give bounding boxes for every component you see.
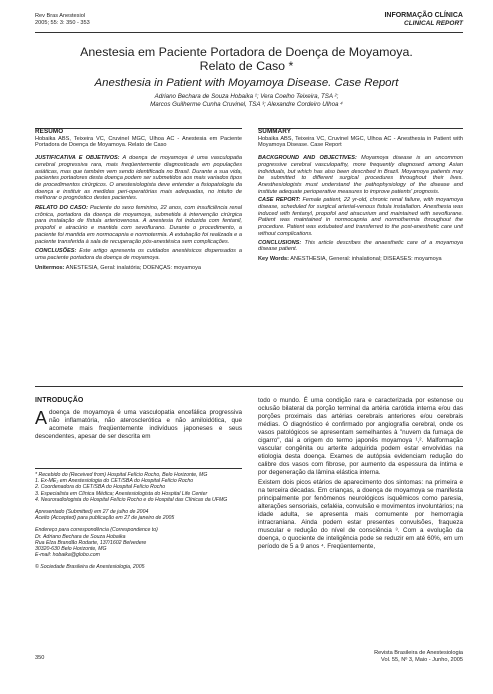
- resumo-unitermos: [35, 265, 242, 272]
- keywords-label: Key Words:: [258, 255, 289, 262]
- intro-paragraph: [35, 409, 242, 441]
- footer-journal: [258, 650, 463, 663]
- intro-dropcap: A: [35, 408, 48, 428]
- summary-heading: SUMMARY: [258, 128, 291, 135]
- summary-bg-text: Moyamoya disease is an uncommon progressive cerebral vasculopathy, more frequently diagnosed among Asian individuals, but which has also been described in Brazil. Moyamoya patients may be submitted to different surgical procedures throughout their lives. Anesthesiologists must understand the pathophysiology of the disease and institute adequate perioperative measures to improve patients' prognosis.: [258, 155, 463, 195]
- resumo-heading: RESUMO: [35, 128, 64, 135]
- footnote-submitted: Apresentado (Submitted) em 27 de julho de 2004: [35, 509, 149, 516]
- resumo-conclusoes: [35, 248, 242, 261]
- abstract-bottom-rule: [35, 386, 463, 387]
- keywords-text: ANESTHESIA, General: inhalational; DISEASES: moyamoya: [288, 255, 442, 262]
- summary-background: [258, 155, 463, 195]
- resumo-just-label: JUSTIFICATIVA E OBJETIVOS:: [35, 155, 120, 162]
- footnote-3: 3. Especialista em Clínica Médica; Anestesiologista do Hospital Life Center: [35, 490, 208, 497]
- footer-volume: Vol. 55, Nº 3, Maio - Junho, 2005: [381, 656, 463, 663]
- header-divider: [35, 32, 463, 33]
- title-en: Anesthesia in Patient with Moyamoya Disease. Case Report: [94, 77, 399, 89]
- intro-heading: INTRODUÇÃO: [35, 397, 84, 404]
- summary-block: [258, 129, 463, 263]
- summary-keywords: [258, 256, 463, 263]
- resumo-justificativa: [35, 155, 242, 202]
- section-label-en: CLINICAL REPORT: [404, 20, 463, 27]
- summary-concl-text: This article describes the anaesthetic care of a moyamoya disease patient.: [258, 239, 463, 253]
- correspondence-email: E-mail: hobaika@globo.com: [35, 552, 100, 559]
- authors-line1: Adriano Bechara de Souza Hobaika ¹; Vera Coelho Teixeira, TSA ²;: [154, 93, 339, 100]
- title-pt-line2: Relato de Caso *: [199, 59, 294, 73]
- footnote-rule: [35, 468, 242, 469]
- body-right-column: [258, 397, 463, 551]
- article-title: [20, 45, 473, 109]
- footnote-accepted: Aceito (Accepted) para publicação em 27 de janeiro de 2005: [35, 515, 175, 522]
- section-label-pt: INFORMAÇÃO CLÍNICA: [384, 12, 463, 19]
- journal-name: Rev Bras Anestesiol: [35, 13, 86, 19]
- intro-text: doença de moyamoya é uma vasculopatia encefálica progressiva não inflamatória, não aterosclerótica e não amiloidótica, que acomete mais freqüentemente indivíduos japoneses e seus descendentes, apesar de ser descrita em: [35, 409, 242, 440]
- resumo-concl-label: CONCLUSÕES:: [35, 248, 77, 255]
- footnote-1: 1. Ex-ME₂ em Anestesiologia do CET/SBA do Hospital Felício Rocho: [35, 478, 194, 485]
- copyright: © Sociedade Brasileira de Anestesiologia, 2005: [35, 564, 145, 571]
- correspondence-name: Dr. Adriano Bechara de Souza Hobaika: [35, 533, 126, 540]
- unitermos-label: Unitermos:: [35, 264, 65, 271]
- section-label: [384, 12, 463, 28]
- unitermos-text: ANESTESIA, Geral: inalatória; DOENÇAS: moyamoya: [64, 264, 202, 271]
- summary-conclusions: [258, 240, 463, 253]
- resumo-block: [35, 129, 242, 271]
- resumo-concl-text: Este artigo apresenta os cuidados anestésicos dispensados a uma paciente portadora da doença de moyamoya.: [35, 248, 242, 261]
- body-paragraph-1: todo o mundo. É uma condição rara e caracterizada por estenose ou oclusão bilateral da porção terminal da artéria carótida interna e/ou das porções proximais das artérias cerebrais anteriores e/ou cerebrais médias. O diagnóstico é confirmado por angiografia cerebral, onde os vasos patológicos se apresentam semelhantes à "nuvem da fumaça de cigarro", daí a origem do termo japonês moyamoya ¹,². Malformação vascular congênita ou arterite adquirida podem estar envolvidas na etiologia desta doença. Exames de autópsia evidenciam redução do calibre dos vasos com fibrose, por aumento da espessura da íntima e por degeneração da lâmina elástica interna.: [258, 397, 463, 476]
- resumo-relato-text: Paciente do sexo feminino, 22 anos, com insuficiência renal crônica, portadora da doença de moyamoya, submetida à intervenção cirúrgica para instalação de fístula arteriovenosa. A anestesia foi induzida com fentanil, propofol e atracúrio e mantida com sevoflurano. Durante o procedimento, a paciente foi mantida em normocapnia e normotermia. A extubação foi realizada e a paciente transferida à sala de recuperação pós-anestésica sem complicações.: [35, 205, 242, 245]
- summary-concl-label: CONCLUSIONS:: [258, 239, 302, 246]
- title-pt-line1: Anestesia em Paciente Portadora de Doença de Moyamoya.: [80, 45, 413, 59]
- correspondence-heading: Endereço para correspondência (Correspondence to): [35, 527, 158, 534]
- correspondence-city: 30320-630 Belo Horizonte, MG: [35, 546, 107, 553]
- footnote-received: * Recebido do (Received from) Hospital Felício Rocho, Belo Horizonte, MG: [35, 472, 208, 478]
- page-number: 350: [35, 655, 45, 661]
- resumo-relato: [35, 205, 242, 245]
- summary-bg-label: BACKGROUND AND OBJECTIVES:: [258, 155, 357, 162]
- resumo-relato-label: RELATO DO CASO:: [35, 205, 88, 212]
- summary-case: [258, 197, 463, 237]
- footnote-2: 2. Coordenadora do CET/SBA do Hospital Felício Rocho: [35, 484, 166, 491]
- correspondence-street: Rua Elza Brandão Rodarte, 137/1602 Belvedere: [35, 539, 147, 546]
- footer-journal-name: Revista Brasileira de Anestesiologia: [374, 650, 463, 656]
- journal-citation: 2005; 55: 3: 350 - 353: [35, 19, 90, 26]
- summary-case-label: CASE REPORT:: [258, 197, 301, 204]
- summary-citation: Hobaika ABS, Teixeira VC, Cruvinel MGC, Ulhoa AC - Anesthesia in Patient with Moyamoya Disease. Case Report: [258, 135, 463, 149]
- footnote-4: 4. Neuroradiologista do Hospital Felício Rocho e do Hospital das Clínicas da UFMG: [35, 496, 228, 503]
- body-paragraph-2: Existem dois picos etários de aparecimento dos sintomas: na primeira e na terceira décadas. Em crianças, a doença de moyamoya se manifesta principalmente por fenômenos neurológicos isquêmicos como paresia, alterações sensoriais, cefaléia, convulsão e movimentos involuntários; na idade adulta, se apresenta mais comumente por hemorragia intracraniana. Ainda podem estar presentes convulsões, fraqueza muscular e redução do nível de consciência ³. Com a evolução da doença, o quociente de inteligência pode se reduzir em até 60%, em um período de 5 a 9 anos ⁴. Freqüentemente,: [258, 479, 463, 550]
- resumo-citation: Hobaika ABS, Teixeira VC, Cruvinel MGC, Ulhoa AC - Anestesia em Paciente Portadora de Doença de Moyamoya. Relato de Caso: [35, 135, 242, 149]
- authors-line2: Marcos Guilherme Cunha Cruvinel, TSA ³; Alexandre Cordeiro Ulhoa ⁴: [150, 101, 343, 108]
- summary-case-text: Female patient, 22 yr-old, chronic renal failure, with moyamoya disease, scheduled for surgical arterial-venous fistula installation. Anesthesia was induced with fentanyl, propofol and atracurium and maintained with sevoflurane. Patient was maintained in normocapnia and normothermia throughout the procedure. Patient was extubated and transferred to the post-anesthetic care unit without complications.: [258, 197, 463, 237]
- resumo-just-text: A doença de moyamoya é uma vasculopatia cerebral progressiva rara, mais freqüentemente diagnosticada em populações asiáticas, mas que também vem sendo identificada no Brasil. Durante a sua vida, pacientes portadores desta doença podem ser submetidos aos mais variados tipos de procedimentos cirúrgicos. O anestesiologista deve entender a fisiopatologia da doença e instituir as medidas peri-operatórias mais adequadas, no intuito de melhorar o prognóstico destes pacientes.: [35, 155, 243, 202]
- intro-section: [35, 397, 242, 441]
- footnotes-block: [35, 472, 242, 571]
- journal-header: [35, 13, 155, 26]
